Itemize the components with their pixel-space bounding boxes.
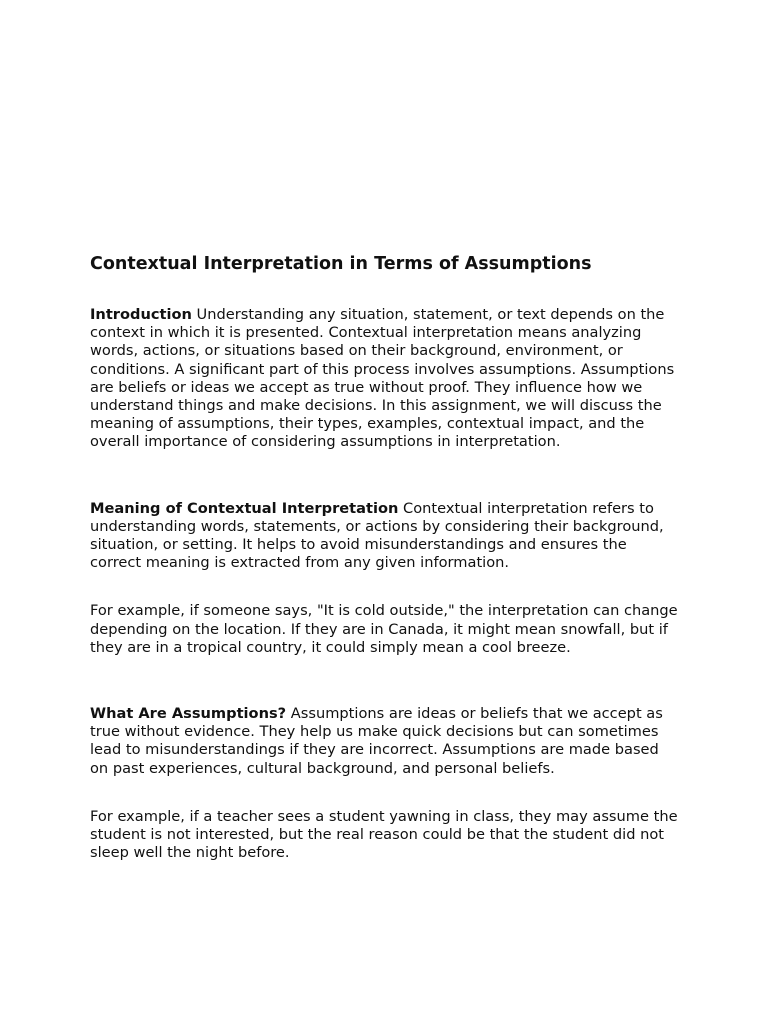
teacher-example-paragraph: For example, if a teacher sees a student yawning in class, they may assume the student is not interested, but the real reason could be that the student did not sleep well the night before. (90, 807, 678, 862)
section-spacer (90, 452, 680, 500)
document-page (90, 252, 680, 862)
introduction-heading: Introduction (90, 306, 192, 323)
meaning-text: Contextual interpretation refers to understanding words, statements, or actions by considering their background, situation, or setting. It helps to avoid misunderstandings and ensures the correct meaning is extracted from any given information. (90, 499, 664, 572)
meaning-heading: Meaning of Contextual Interpretation (90, 499, 399, 517)
cold-example-paragraph: For example, if someone says, "It is cold outside," the interpretation can change depending on the location. If they are in Canada, it might mean snowfall, but if they are in a tropical country, it could simply mean a cool breeze. (90, 602, 678, 656)
section-spacer (90, 657, 680, 705)
introduction-text: Understanding any situation, statement, or text depends on the context in which it is presented. Contextual interpretation means analyzing words, actions, or situations based on their background, environment, or conditions. A significant part of this process involves assumptions. Assumptions are beliefs or ideas we accept as true without proof. They influence how we understand things and make decisions. In this assignment, we will discuss the meaning of assumptions, their types, examples, contextual impact, and the overall importance of considering assumptions in interpretation. (90, 306, 675, 451)
document-title: Contextual Interpretation in Terms of Assumptions (90, 254, 592, 274)
paragraph-spacer (90, 778, 680, 808)
assumptions-paragraph (90, 705, 680, 778)
assumptions-text: Assumptions are ideas or beliefs that we accept as true without evidence. They help us make quick decisions but can sometimes lead to misunderstandings if they are incorrect. Assumptions are made based on past experiences, cultural background, and personal beliefs. (90, 705, 663, 777)
assumptions-heading: What Are Assumptions? (90, 705, 287, 723)
meaning-paragraph (90, 500, 680, 573)
paragraph-spacer (90, 572, 680, 602)
introduction-paragraph (90, 306, 680, 452)
